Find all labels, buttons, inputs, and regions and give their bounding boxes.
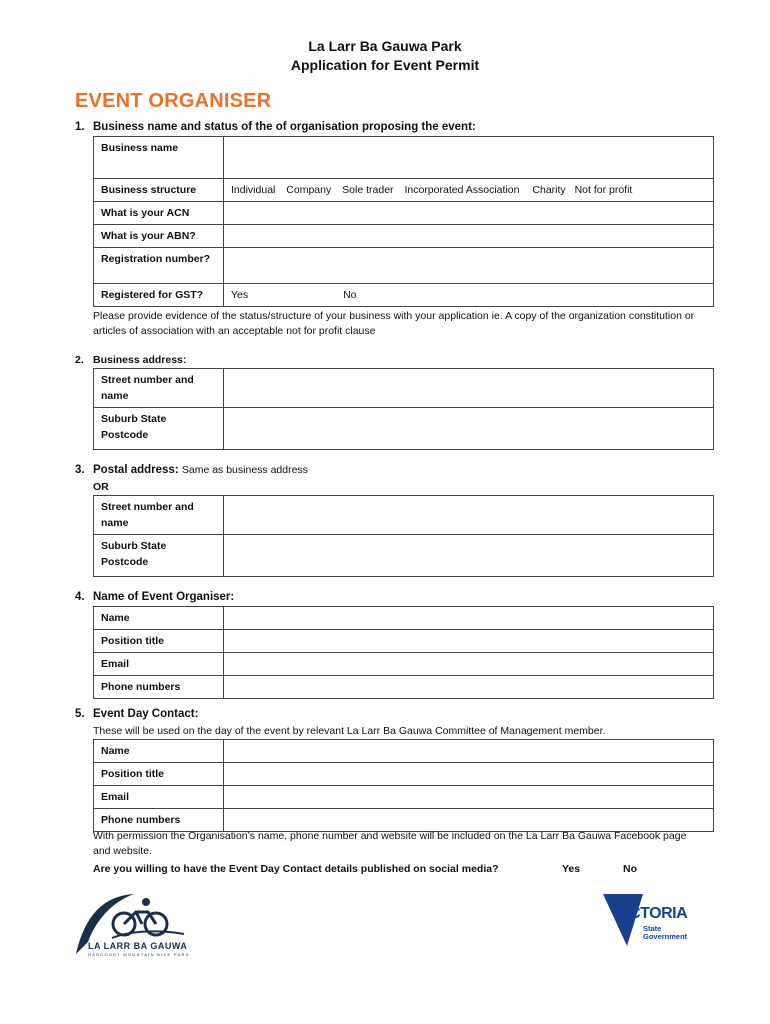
event-day-contact-note: These will be used on the day of the event by relevant La Larr Ba Gauwa Committee of Management member. [93,725,606,737]
contact-name-field[interactable] [224,740,714,763]
phone-label: Phone numbers [94,676,224,699]
street-label: Street number and name [94,496,224,535]
option-not-for-profit[interactable]: Not for profit [574,184,633,196]
business-structure-label: Business structure [94,179,224,202]
business-details-table [93,136,714,307]
question-1-title [75,121,476,133]
question-text: Business address: [93,354,187,366]
section-heading: EVENT ORGANISER [75,90,272,112]
option-sole-trader[interactable]: Sole trader [342,184,394,196]
suburb-label: Suburb State Postcode [94,535,224,577]
question-number: 5. [75,708,85,720]
postal-address-table [93,495,714,577]
victoria-wordmark: VICTORIA [615,905,688,922]
business-address-table [93,368,714,450]
business-street-field[interactable] [224,369,714,408]
option-incorporated-association[interactable]: Incorporated Association [404,184,520,196]
permission-note: With permission the Organisation’s name, phone number and website will be included on the La Larr Ba Gauwa Facebook page and website. [93,830,687,857]
registration-field[interactable] [224,248,714,284]
gst-no-option[interactable]: No [343,289,357,301]
social-media-question: Are you willing to have the Event Day Contact details published on social media? [93,863,499,875]
option-company[interactable]: Company [286,184,332,196]
option-charity[interactable]: Charity [532,184,566,196]
document-subtitle: Application for Event Permit [290,57,480,73]
question-number: 4. [75,591,85,603]
question-3-title [75,464,308,476]
question-text: Name of Event Organiser: [93,591,235,603]
street-label: Street number and name [94,369,224,408]
phone-label: Phone numbers [94,809,224,832]
llbg-logo-subtitle: HARCOURT MOUNTAIN BIKE PARK [88,952,190,957]
event-day-contact-table [93,739,714,832]
llbg-logo-name: LA LARR BA GAUWA [88,941,188,951]
la-larr-ba-gauwa-logo [72,890,212,962]
name-label: Name [94,607,224,630]
question-number: 2. [75,354,84,366]
name-label: Name [94,740,224,763]
suburb-label: Suburb State Postcode [94,408,224,450]
question-text: Business name and status of the of organisation proposing the event: [93,121,476,133]
business-structure-options [224,179,714,202]
postal-street-field[interactable] [224,496,714,535]
victoria-state-government-logo [601,890,711,950]
business-suburb-field[interactable] [224,408,714,450]
acn-field[interactable] [224,202,714,225]
gst-yes-option[interactable]: Yes [231,289,249,301]
question-5-title [75,708,198,720]
state-government-text [643,925,687,941]
question-text: Postal address: [93,464,179,476]
business-name-label: Business name [94,137,224,179]
email-label: Email [94,653,224,676]
position-label: Position title [94,763,224,786]
organiser-table [93,606,714,699]
position-label: Position title [94,630,224,653]
gst-options [224,284,714,307]
question-text: Event Day Contact: [93,708,199,720]
postal-suburb-field[interactable] [224,535,714,577]
contact-position-field[interactable] [224,763,714,786]
same-as-business-option[interactable]: Same as business address [181,464,308,476]
option-individual[interactable]: Individual [231,184,276,196]
social-media-no-option[interactable]: No [623,863,637,875]
registration-label: Registration number? [94,248,224,284]
social-media-yes-option[interactable]: Yes [562,863,581,875]
or-label: OR [93,481,109,493]
question-2-title [75,354,186,366]
government-word: Government [643,932,688,941]
organiser-position-field[interactable] [224,630,714,653]
question-number: 1. [75,121,85,133]
organiser-phone-field[interactable] [224,676,714,699]
status-evidence-note: Please provide evidence of the status/structure of your business with your application ie. A copy of the organization constitution or articles of association with an acceptable not for profit clause [93,310,695,337]
email-label: Email [94,786,224,809]
abn-field[interactable] [224,225,714,248]
question-number: 3. [75,464,85,476]
abn-label: What is your ABN? [94,225,224,248]
acn-label: What is your ACN [94,202,224,225]
question-4-title [75,591,234,603]
document-title: La Larr Ba Gauwa Park [308,38,462,54]
organiser-name-field[interactable] [224,607,714,630]
state-word: State [643,924,662,933]
gst-label: Registered for GST? [94,284,224,307]
contact-email-field[interactable] [224,786,714,809]
organiser-email-field[interactable] [224,653,714,676]
business-name-field[interactable] [224,137,714,179]
